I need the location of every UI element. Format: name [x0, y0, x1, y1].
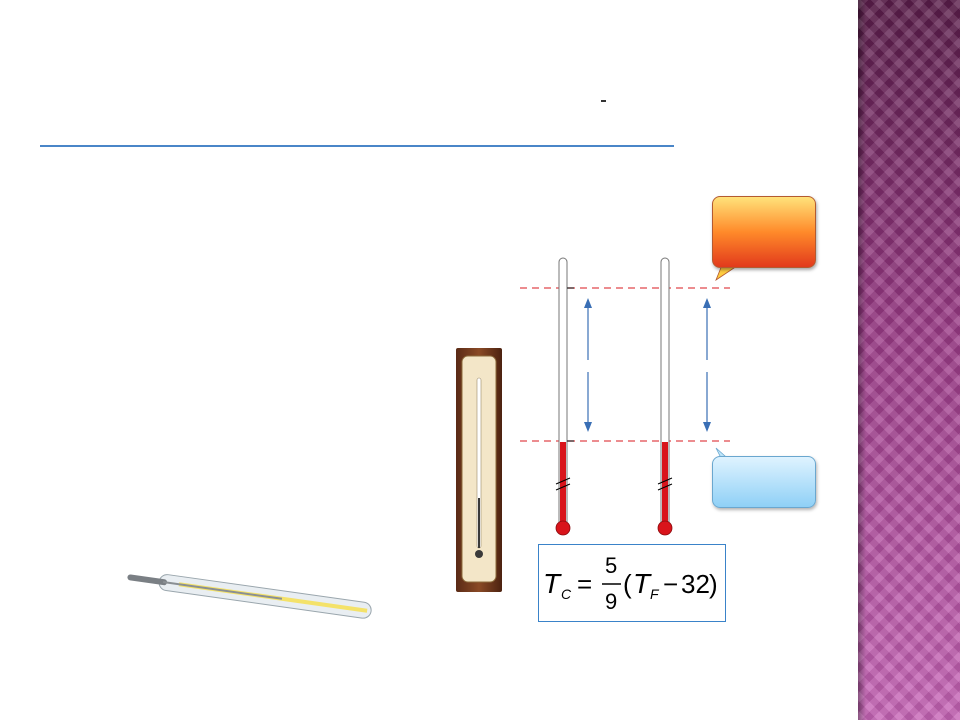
formula-close-paren: ) — [709, 569, 718, 599]
formula-tf-sub: F — [650, 586, 659, 602]
formula-equals: = — [577, 569, 593, 599]
arrow-up-icon — [703, 298, 711, 308]
stray-mark — [601, 100, 606, 102]
conversion-formula — [539, 545, 725, 621]
wall-thermometer — [456, 348, 502, 592]
liquid-column — [478, 498, 480, 548]
boiling-callout — [712, 196, 816, 268]
formula-numerator: 5 — [605, 553, 618, 578]
fahrenheit-span-bg — [576, 360, 600, 372]
fahrenheit-mercury — [560, 442, 566, 528]
celsius-span-bg — [694, 360, 718, 372]
formula-32: 32 — [681, 569, 710, 599]
bulb — [475, 550, 483, 558]
formula-tc-sub: C — [561, 586, 572, 602]
clinical-thermometer — [118, 572, 380, 620]
metal-tip — [127, 574, 167, 586]
celsius-bulb — [658, 521, 672, 535]
formula-denominator: 9 — [605, 589, 618, 614]
formula-minus: − — [663, 569, 679, 599]
title-underline — [40, 145, 674, 147]
formula-open-paren: ( — [623, 569, 632, 599]
formula-tc: T — [543, 568, 561, 599]
arrow-down-icon — [584, 422, 592, 432]
decorative-side-band — [858, 0, 960, 720]
formula-box — [538, 544, 726, 622]
melting-callout — [712, 456, 816, 508]
formula-tf: T — [633, 568, 651, 599]
celsius-mercury — [662, 442, 668, 528]
arrow-up-icon — [584, 298, 592, 308]
fahrenheit-bulb — [556, 521, 570, 535]
arrow-down-icon — [703, 422, 711, 432]
